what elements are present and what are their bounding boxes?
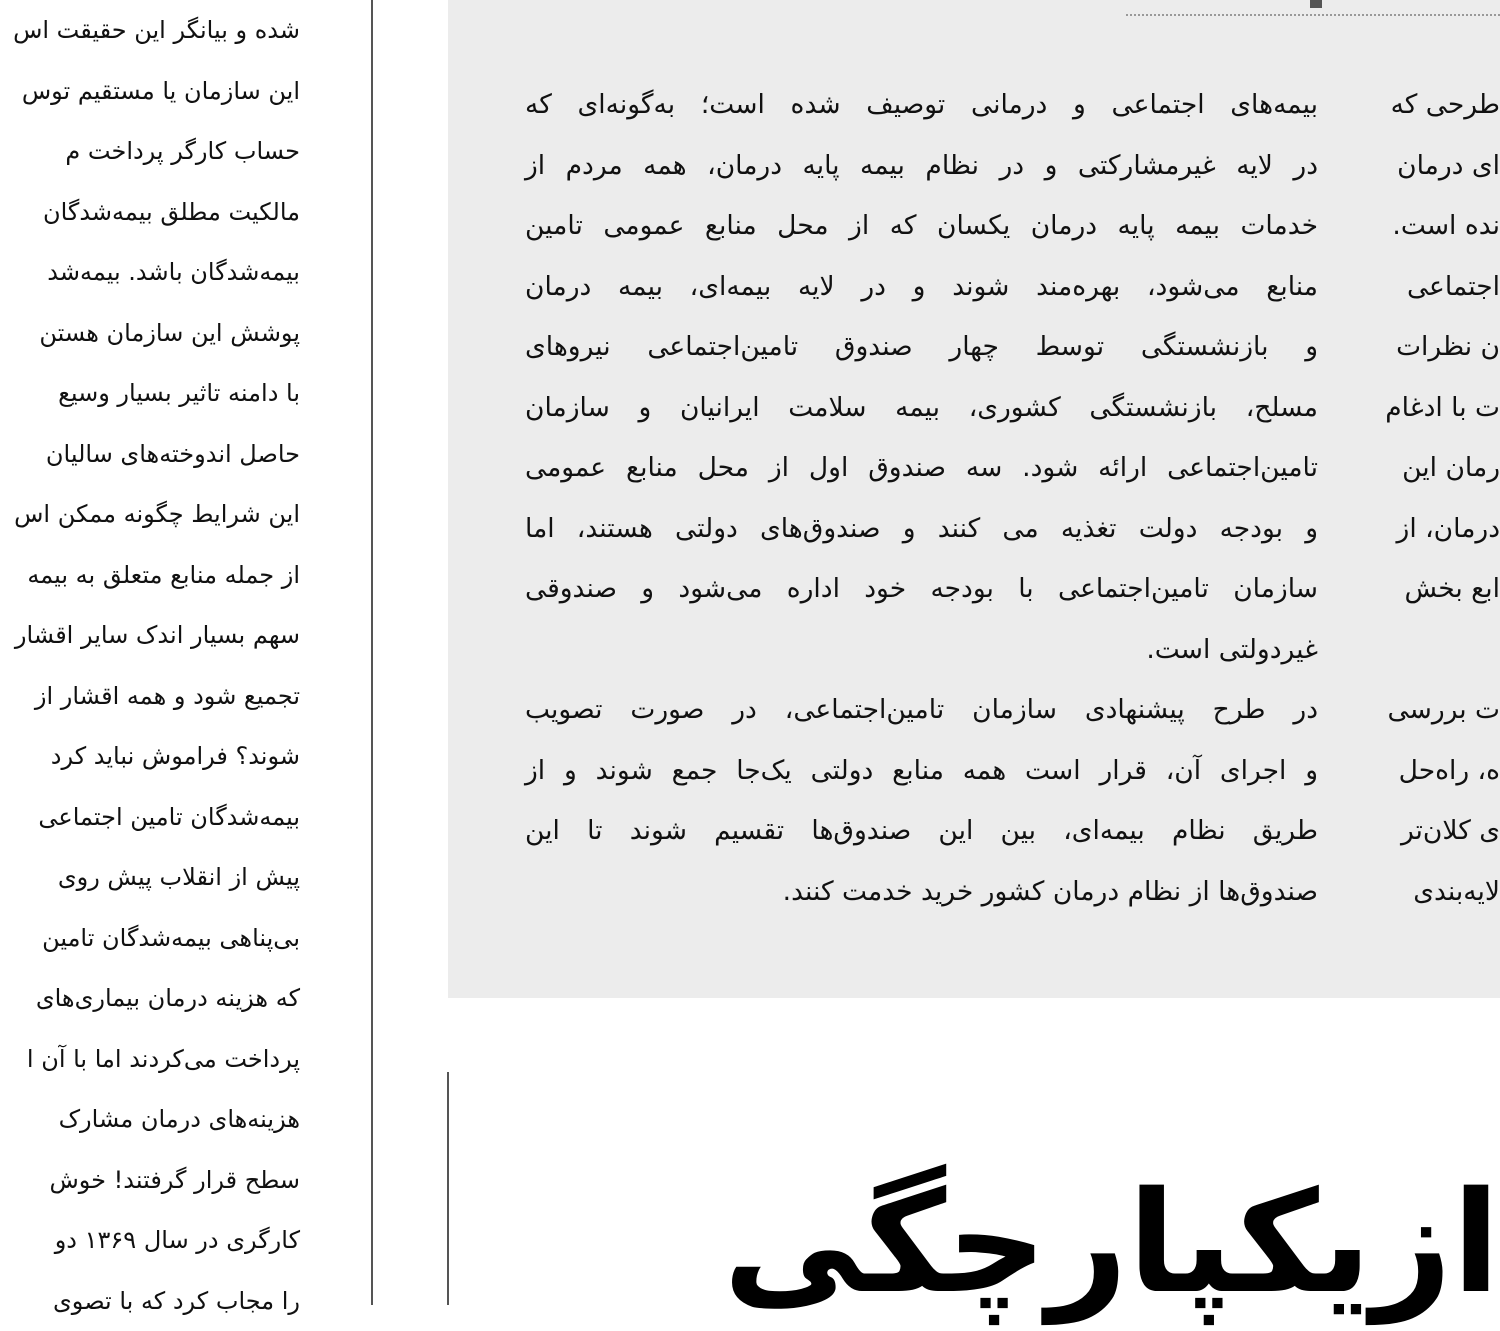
text-line: حاصل اندوخته‌های سالیان <box>0 424 300 485</box>
paragraph-gap <box>1383 620 1500 681</box>
text-line: سازمان تامین‌اجتماعی با بودجه خود اداره می‌شود و صندوقی <box>525 559 1318 620</box>
text-line: سهم بسیار اندک سایر اقشار <box>0 605 300 666</box>
text-line: اجتماعی <box>1383 257 1500 318</box>
column-divider-left <box>371 0 373 1305</box>
text-line: در لایه غیرمشارکتی و در نظام بیمه پایه درمان، همه مردم از <box>525 136 1318 197</box>
text-line: سطح قرار گرفتند! خوش <box>0 1150 300 1211</box>
text-line: صندوق‌ها از نظام درمان کشور خرید خدمت کنند. <box>525 862 1318 923</box>
text-line: مالکیت مطلق بیمه‌شدگان <box>0 182 300 243</box>
text-line: در طرح پیشنهادی سازمان تامین‌اجتماعی، در صورت تصویب <box>525 680 1318 741</box>
text-line: ابع بخش <box>1383 559 1500 620</box>
right-text-column <box>1383 75 1500 922</box>
text-line: لایه‌بندی <box>1383 862 1500 923</box>
text-line: منابع می‌شود، بهره‌مند شوند و در لایه بیمه‌ای، بیمه درمان <box>525 257 1318 318</box>
text-line: ای درمان <box>1383 136 1500 197</box>
text-line: نده است. <box>1383 196 1500 257</box>
text-line: بیمه‌های اجتماعی و درمانی توصیف شده است؛ به‌گونه‌ای که <box>525 75 1318 136</box>
text-line: بیمه‌شدگان تامین اجتماعی <box>0 787 300 848</box>
text-line: با دامنه تاثیر بسیار وسیع <box>0 363 300 424</box>
text-line: شده و بیانگر این حقیقت اس <box>0 0 300 61</box>
text-line: مسلح، بازنشستگی کشوری، بیمه سلامت ایرانیان و سازمان <box>525 378 1318 439</box>
text-line: و بودجه دولت تغذیه می کنند و صندوق‌های دولتی هستند، اما <box>525 499 1318 560</box>
text-line: و اجرای آن، قرار است همه منابع دولتی یک‌جا جمع شوند و از <box>525 741 1318 802</box>
text-line: این شرایط چگونه ممکن اس <box>0 484 300 545</box>
text-line: پیش از انقلاب پیش روی <box>0 847 300 908</box>
column-divider-bottom <box>447 1072 449 1305</box>
text-line: ی کلان‌تر <box>1383 801 1500 862</box>
dotted-rule <box>1126 14 1500 16</box>
text-line: بی‌پناهی بیمه‌شدگان تامین <box>0 908 300 969</box>
text-line: را مجاب کرد که با تصوی <box>0 1271 300 1331</box>
text-line: و بازنشستگی توسط چهار صندوق تامین‌اجتماعی نیروهای <box>525 317 1318 378</box>
text-line: کارگری در سال ۱۳۶۹ دو <box>0 1210 300 1271</box>
text-line: که هزینه درمان بیماری‌های <box>0 968 300 1029</box>
main-text-column <box>525 75 1318 922</box>
text-line: تامین‌اجتماعی ارائه شود. سه صندوق اول از محل منابع عمومی <box>525 438 1318 499</box>
text-line: پرداخت می‌کردند اما با آن ا <box>0 1029 300 1090</box>
text-line: این سازمان یا مستقیم توس <box>0 61 300 122</box>
text-line: شوند؟ فراموش نباید کرد <box>0 726 300 787</box>
text-line: ت با ادغام <box>1383 378 1500 439</box>
text-line: پوشش این سازمان هستن <box>0 303 300 364</box>
text-line: طریق نظام بیمه‌ای، بین این صندوق‌ها تقسیم شوند تا این <box>525 801 1318 862</box>
text-line: حساب کارگر پرداخت م <box>0 121 300 182</box>
headline: ازیکپارچگی <box>860 1182 1500 1305</box>
left-text-column <box>0 0 300 1331</box>
text-line: بیمه‌شدگان باشد. بیمه‌شد <box>0 242 300 303</box>
text-line: خدمات بیمه پایه درمان یکسان که از محل منابع عمومی تامین <box>525 196 1318 257</box>
text-line: درمان، از <box>1383 499 1500 560</box>
text-line: غیردولتی است. <box>525 620 1318 681</box>
text-line: رمان این <box>1383 438 1500 499</box>
text-line: طرحی که <box>1383 75 1500 136</box>
text-line: از جمله منابع متعلق به بیمه <box>0 545 300 606</box>
text-line: ن نظرات <box>1383 317 1500 378</box>
box-corner-mark <box>1310 0 1322 8</box>
text-line: تجمیع شود و همه اقشار از <box>0 666 300 727</box>
text-line: هزینه‌های درمان مشارک <box>0 1089 300 1150</box>
text-line: ت بررسی <box>1383 680 1500 741</box>
text-line: ه، راه‌حل <box>1383 741 1500 802</box>
